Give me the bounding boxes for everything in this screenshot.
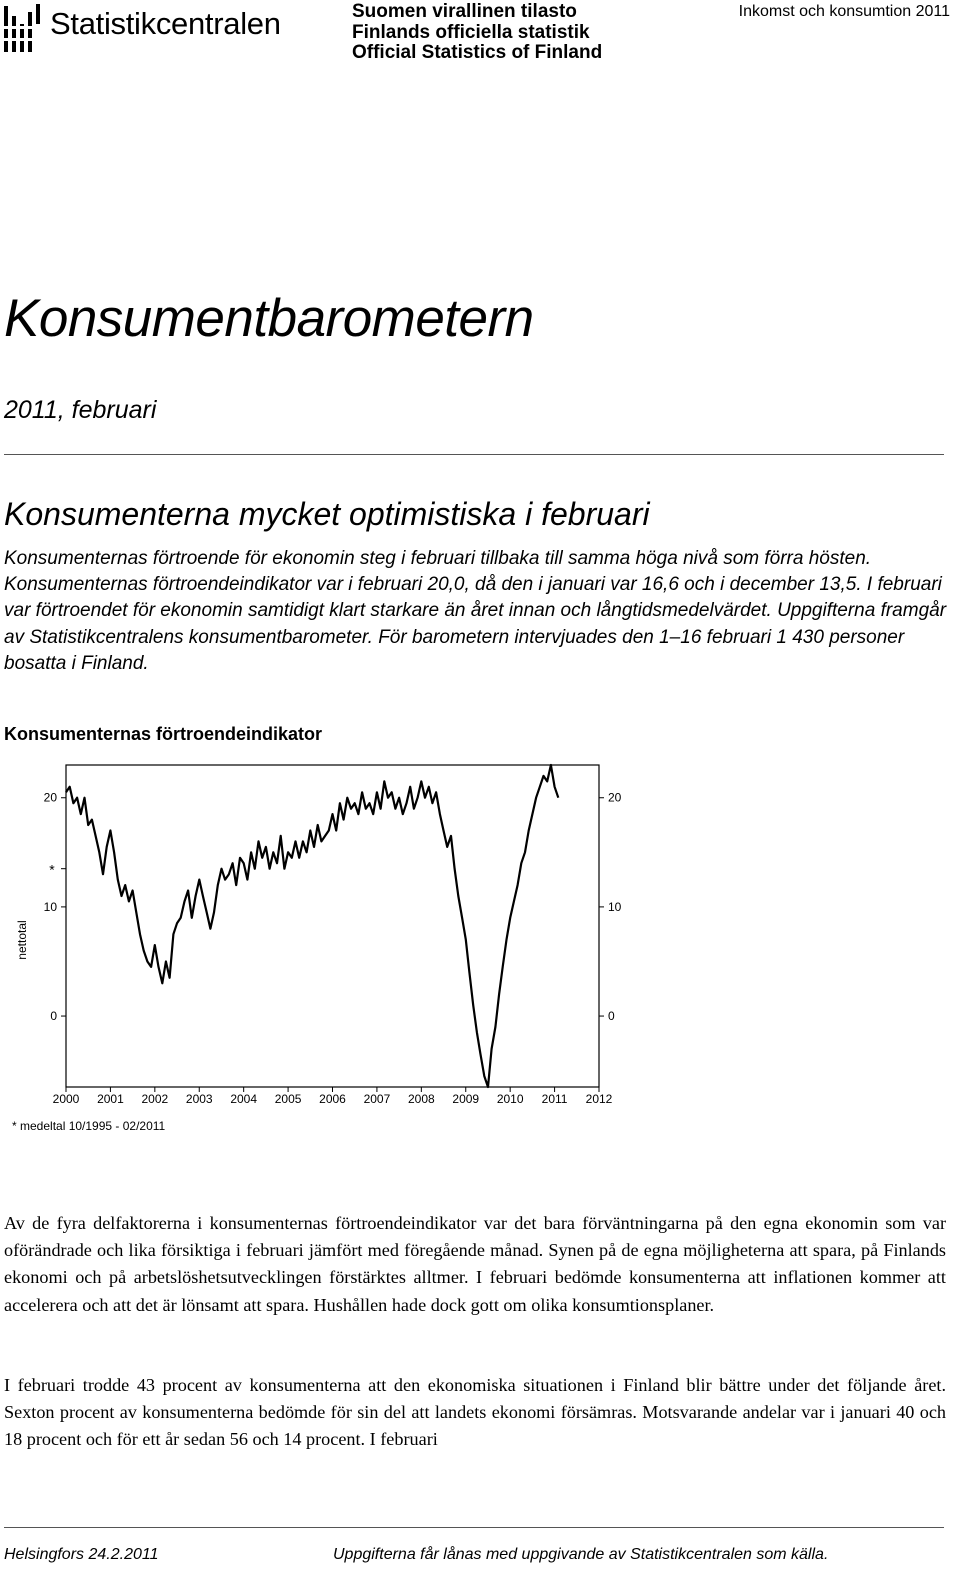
official-line-sv: Finlands officiella statistik bbox=[352, 21, 590, 43]
mean-marker-label: * bbox=[49, 861, 55, 878]
headline: Konsumenterna mycket optimistiska i februari bbox=[4, 496, 650, 532]
x-tick-label: 2001 bbox=[97, 1092, 124, 1106]
logo-text: Statistikcentralen bbox=[50, 6, 281, 41]
x-tick-label: 2005 bbox=[274, 1092, 302, 1106]
series-line bbox=[66, 765, 558, 1087]
x-tick-label: 2004 bbox=[230, 1092, 258, 1106]
release-date: 2011, februari bbox=[4, 396, 157, 424]
lead-paragraph: Konsumenternas förtroende för ekonomin steg i februari tillbaka till samma höga nivå som förra hösten. Konsumenternas förtroendeindikator var i februari 20,0, då den i januari var 16,6 och i december 13,5. I februari var förtroendet för ekonomin samtidigt klart starkare än året innan och långtidsmedelvärdet. Uppgifterna framgår av Statistikcentralens konsumentbarometer. För barometern intervjuades den 1–16 februari 1 430 personer bosatta i Finland. bbox=[4, 548, 947, 674]
x-tick-label: 2008 bbox=[407, 1092, 435, 1106]
page-header bbox=[0, 0, 960, 70]
series-title: Inkomst och konsumtion 2011 bbox=[738, 3, 950, 20]
x-tick-label: 2002 bbox=[141, 1092, 169, 1106]
body-paragraph-1: Av de fyra delfaktorerna i konsumenternas förtroendeindikator var det bara förväntningarna på den egna ekonomin som var oförändrade och lika försiktiga i februari jämfört med föregående månad. Synen på de egna möjligheterna att spara, på Finlands ekonomi och på arbetslöshetsutvecklingen förstärktes alltmer. I februari bedömde konsumenterna att inflationen kommer att accelerera och att det är lönsamt att spara. Hushållen hade dock gott om olika konsumtionsplaner. bbox=[4, 1213, 946, 1315]
x-tick-label: 2000 bbox=[52, 1092, 80, 1106]
official-statistics-label bbox=[352, 2, 602, 64]
x-tick-label: 2009 bbox=[452, 1092, 480, 1106]
x-tick-label: 2010 bbox=[496, 1092, 524, 1106]
footer-source-note: Uppgifterna får lånas med uppgivande av Statistikcentralen som källa. bbox=[333, 1546, 829, 1563]
x-tick-label: 2006 bbox=[319, 1092, 346, 1106]
x-tick-label: 2003 bbox=[185, 1092, 213, 1106]
y-tick-label-right: 0 bbox=[608, 1009, 615, 1024]
body-paragraph-2: I februari trodde 43 procent av konsumenterna att den ekonomiska situationen i Finland blir bättre under det följande året. Sexton procent av konsumenterna bedömde för sin del att landets ekonomi försämras. Motsvarande andelar var i januari 40 och 18 procent och för ett år sedan 56 och 14 procent. I februari bbox=[4, 1375, 946, 1450]
chart bbox=[4, 755, 628, 1145]
x-tick-label: 2007 bbox=[363, 1092, 391, 1106]
document-title: Konsumentbarometern bbox=[4, 289, 534, 348]
official-line-fi: Suomen virallinen tilasto bbox=[352, 1, 577, 22]
chart-footnote: * medeltal 10/1995 - 02/2011 bbox=[12, 1119, 166, 1133]
chart-title: Konsumenternas förtroendeindikator bbox=[4, 724, 323, 744]
statistics-finland-logo-icon bbox=[2, 2, 46, 54]
title-divider bbox=[4, 454, 944, 455]
footer-divider bbox=[4, 1527, 944, 1528]
y-tick-label-right: 20 bbox=[608, 790, 622, 805]
x-tick-label: 2012 bbox=[585, 1092, 613, 1106]
y-tick-label-left: 20 bbox=[43, 790, 57, 805]
y-tick-label-left: 10 bbox=[43, 899, 57, 914]
y-axis-label: nettotal bbox=[15, 920, 29, 960]
y-tick-label-left: 0 bbox=[50, 1009, 57, 1024]
chart-svg bbox=[4, 755, 628, 1145]
official-line-en: Official Statistics of Finland bbox=[352, 42, 603, 63]
footer-place-date: Helsingfors 24.2.2011 bbox=[4, 1546, 159, 1563]
y-tick-label-right: 10 bbox=[608, 899, 622, 914]
x-tick-label: 2011 bbox=[541, 1092, 568, 1106]
